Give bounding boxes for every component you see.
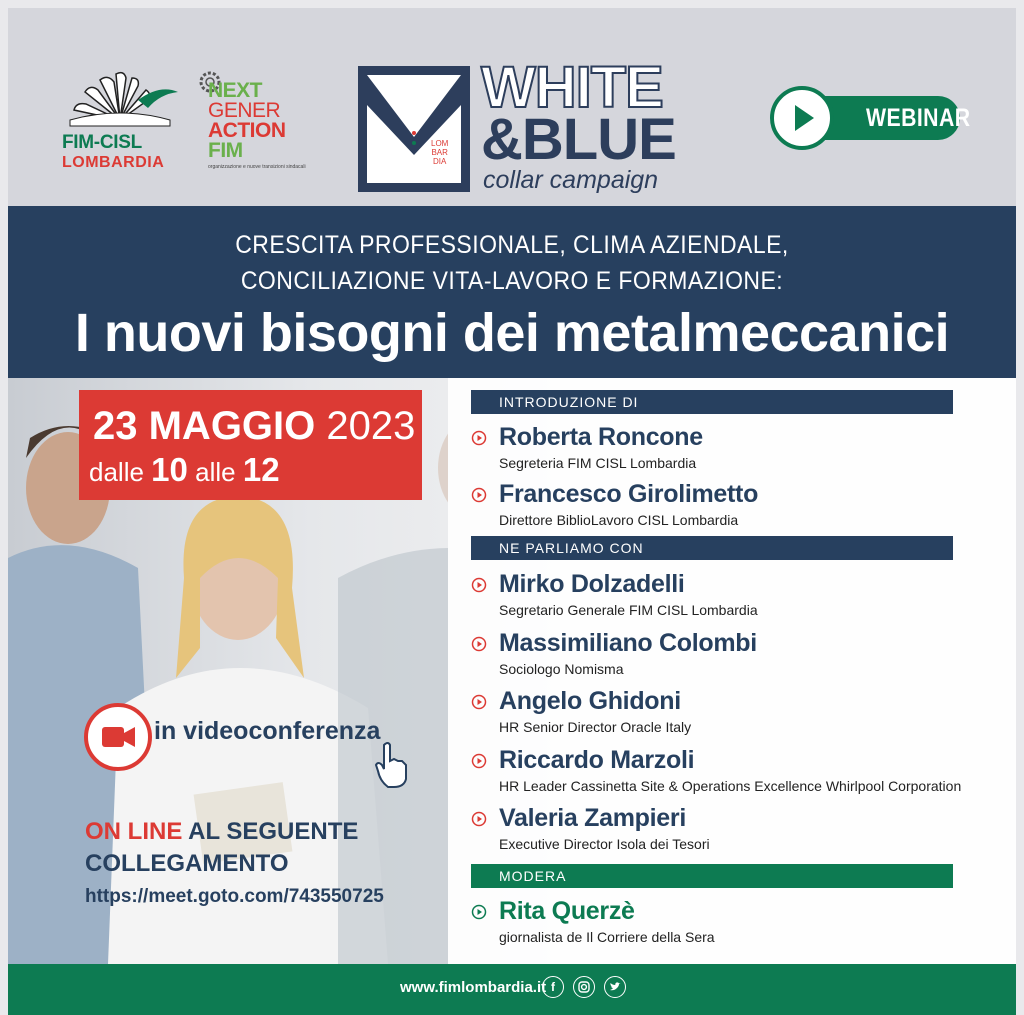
- time-from: 10: [151, 451, 188, 488]
- band-subtitle-line-1: CRESCITA PROFESSIONALE, CLIMA AZIENDALE,: [235, 231, 789, 259]
- instagram-icon[interactable]: [573, 976, 595, 998]
- facebook-icon[interactable]: f: [542, 976, 564, 998]
- badge-text-3: DIA: [433, 157, 447, 166]
- header: [8, 8, 1016, 206]
- play-circle-icon: [471, 487, 487, 503]
- title-band: [8, 206, 1016, 378]
- speaker-name: Mirko Dolzadelli: [499, 570, 685, 598]
- moderator-role: giornalista de Il Corriere della Sera: [499, 929, 715, 945]
- band-subtitle-line-2: CONCILIAZIONE VITA-LAVORO E FORMAZIONE:: [240, 267, 784, 295]
- fim-cisl-name: FIM-CISL: [62, 132, 142, 153]
- video-camera-icon: [84, 703, 152, 771]
- campaign-subtitle: collar campaign: [483, 166, 659, 194]
- time-from-label: dalle: [89, 457, 144, 487]
- next-tagline: organizzazione e nuove transizioni sindacali: [208, 164, 306, 170]
- speaker-role: Segretario Generale FIM CISL Lombardia: [499, 602, 758, 618]
- speaker-role: HR Leader Cassinetta Site & Operations Excellence Whirlpool Corporation: [499, 778, 962, 794]
- time-to-label: alle: [195, 457, 236, 487]
- next-line-1: NEXT: [208, 79, 263, 102]
- flower-icon: [60, 70, 180, 128]
- webinar-poster: [8, 8, 1016, 1015]
- next-line-4: FIM: [208, 139, 243, 162]
- play-circle-icon: [471, 430, 487, 446]
- online-text: AL SEGUENTE: [188, 818, 359, 845]
- footer: [8, 964, 1016, 1015]
- campaign-title-blue: &BLUE: [481, 107, 676, 172]
- next-line-3: ACTION: [208, 119, 286, 142]
- moderator-section-header: MODERA: [471, 864, 953, 888]
- fim-cisl-region: LOMBARDIA: [62, 154, 165, 171]
- speaker-name: Massimiliano Colombi: [499, 629, 757, 657]
- play-circle-icon: [471, 811, 487, 827]
- event-year: 2023: [326, 404, 416, 448]
- webinar-label: WEBINAR: [866, 104, 971, 132]
- webinar-badge: [770, 86, 971, 150]
- online-highlight: ON LINE: [85, 818, 183, 845]
- badge-text-2: BAR: [431, 148, 448, 157]
- speaker-name: Angelo Ghidoni: [499, 687, 681, 715]
- speaker-role: Sociologo Nomisma: [499, 661, 624, 677]
- white-blue-badge: [358, 66, 470, 192]
- panel-section-header: NE PARLIAMO CON: [471, 536, 953, 560]
- hand-cursor-icon: [374, 741, 414, 789]
- play-circle-icon: [471, 694, 487, 710]
- online-text-line-2: COLLEGAMENTO: [85, 850, 289, 877]
- speaker-name: Valeria Zampieri: [499, 804, 686, 832]
- campaign-title: [481, 55, 676, 172]
- play-icon: [770, 86, 834, 150]
- speaker-name: Riccardo Marzoli: [499, 746, 695, 774]
- event-date: 23 MAGGIO: [93, 404, 316, 448]
- badge-text-1: LOM: [431, 139, 449, 148]
- play-circle-icon: [471, 577, 487, 593]
- shirt-collar-icon: [367, 75, 461, 183]
- online-heading: [85, 816, 358, 880]
- meeting-link[interactable]: https://meet.goto.com/743550725: [85, 886, 384, 907]
- speaker-role: HR Senior Director Oracle Italy: [499, 719, 692, 735]
- next-line-2: GENER: [208, 99, 281, 122]
- speaker-name: Roberta Roncone: [499, 423, 703, 451]
- speaker-role: Executive Director Isola dei Tesori: [499, 836, 710, 852]
- time-to: 12: [242, 451, 280, 488]
- fim-cisl-logo: [60, 70, 180, 180]
- videoconference-label: [84, 703, 424, 783]
- intro-section-header: INTRODUZIONE DI: [471, 390, 953, 414]
- moderator-name: Rita Querzè: [499, 897, 635, 925]
- footer-website-link[interactable]: www.fimlombardia.it: [400, 979, 547, 996]
- videoconference-text: in videoconferenza: [154, 717, 381, 745]
- play-circle-icon: [471, 904, 487, 920]
- speaker-name: Francesco Girolimetto: [499, 480, 759, 508]
- next-generation-fim-logo: [198, 70, 306, 180]
- campaign-title-white: WHITE: [481, 55, 663, 120]
- twitter-icon[interactable]: [604, 976, 626, 998]
- page-title: I nuovi bisogni dei metalmeccanici: [74, 303, 950, 363]
- play-circle-icon: [471, 753, 487, 769]
- play-circle-icon: [471, 636, 487, 652]
- speaker-role: Segreteria FIM CISL Lombardia: [499, 455, 697, 471]
- speaker-role: Direttore BiblioLavoro CISL Lombardia: [499, 512, 739, 528]
- event-date-box: [79, 390, 422, 500]
